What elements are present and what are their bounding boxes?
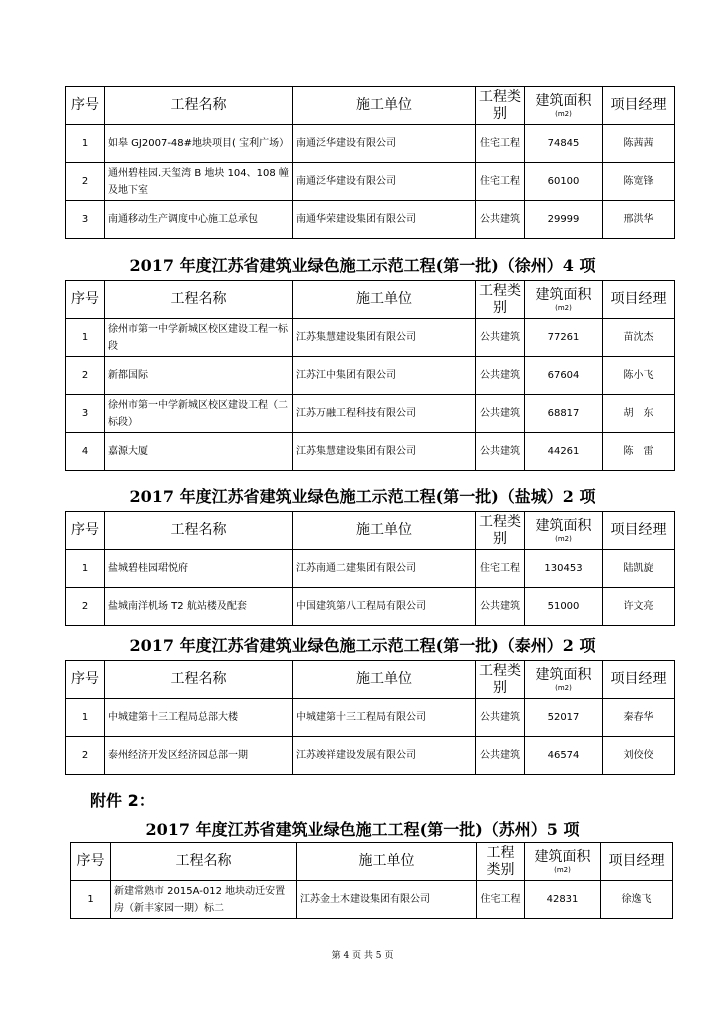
section-title-taizhou: 2017 年度江苏省建筑业绿色施工示范工程(第一批)（泰州）2 项 bbox=[129, 636, 596, 655]
cell-unit: 江苏南通二建集团有限公司 bbox=[293, 550, 476, 588]
header-row bbox=[66, 281, 675, 319]
header-unit: 施工单位 bbox=[293, 512, 476, 550]
cell-type: 公共建筑 bbox=[476, 588, 525, 626]
table-xuzhou bbox=[65, 280, 675, 471]
cell-area: 42831 bbox=[525, 881, 601, 919]
cell-name: 如皋 GJ2007-48#地块项目( 宝利广场） bbox=[105, 125, 293, 163]
cell-unit: 江苏竣祥建设发展有限公司 bbox=[293, 737, 476, 775]
table-row bbox=[66, 357, 675, 395]
header-type: 工程类别 bbox=[476, 512, 525, 550]
header-row bbox=[71, 843, 673, 881]
header-area: 建筑面积 (m2) bbox=[525, 512, 603, 550]
cell-area: 60100 bbox=[525, 163, 603, 201]
cell-name: 嘉源大厦 bbox=[105, 433, 293, 471]
header-name: 工程名称 bbox=[105, 661, 293, 699]
cell-unit: 江苏集慧建设集团有限公司 bbox=[293, 319, 476, 357]
header-name: 工程名称 bbox=[105, 87, 293, 125]
header-no: 序号 bbox=[66, 512, 105, 550]
cell-no: 1 bbox=[71, 881, 111, 919]
header-manager: 项目经理 bbox=[603, 512, 675, 550]
table-suzhou bbox=[70, 842, 673, 919]
cell-type: 住宅工程 bbox=[477, 881, 525, 919]
header-unit: 施工单位 bbox=[293, 661, 476, 699]
table-row bbox=[66, 125, 675, 163]
header-no: 序号 bbox=[71, 843, 111, 881]
table-taizhou bbox=[65, 660, 675, 775]
header-row bbox=[66, 661, 675, 699]
cell-name: 新建常熟市 2015A-012 地块动迁安置房（新丰家园一期）标二 bbox=[111, 881, 297, 919]
header-area: 建筑面积 (m2) bbox=[525, 87, 603, 125]
cell-name: 中城建第十三工程局总部大楼 bbox=[105, 699, 293, 737]
cell-manager: 秦春华 bbox=[603, 699, 675, 737]
table-row bbox=[66, 699, 675, 737]
cell-area: 29999 bbox=[525, 201, 603, 239]
cell-unit: 江苏集慧建设集团有限公司 bbox=[293, 433, 476, 471]
cell-no: 2 bbox=[66, 588, 105, 626]
cell-type: 公共建筑 bbox=[476, 201, 525, 239]
cell-no: 3 bbox=[66, 201, 105, 239]
table-yancheng bbox=[65, 511, 675, 626]
table-row bbox=[66, 588, 675, 626]
table-row bbox=[71, 881, 673, 919]
cell-no: 1 bbox=[66, 550, 105, 588]
cell-no: 2 bbox=[66, 737, 105, 775]
section-title-yancheng: 2017 年度江苏省建筑业绿色施工示范工程(第一批)（盐城）2 项 bbox=[129, 487, 596, 506]
cell-manager: 陈茜茜 bbox=[603, 125, 675, 163]
header-unit: 施工单位 bbox=[293, 281, 476, 319]
cell-unit: 江苏金土木建设集团有限公司 bbox=[297, 881, 477, 919]
header-no: 序号 bbox=[66, 87, 105, 125]
cell-type: 住宅工程 bbox=[476, 163, 525, 201]
attachment-label: 附件 2： bbox=[90, 791, 155, 810]
table-row bbox=[66, 433, 675, 471]
cell-type: 公共建筑 bbox=[476, 319, 525, 357]
cell-area: 44261 bbox=[525, 433, 603, 471]
section-title-xuzhou: 2017 年度江苏省建筑业绿色施工示范工程(第一批)（徐州）4 项 bbox=[129, 256, 596, 275]
cell-name: 泰州经济开发区经济园总部一期 bbox=[105, 737, 293, 775]
cell-area: 52017 bbox=[525, 699, 603, 737]
cell-manager: 陈小飞 bbox=[603, 357, 675, 395]
cell-area: 51000 bbox=[525, 588, 603, 626]
cell-type: 公共建筑 bbox=[476, 395, 525, 433]
header-area: 建筑面积 (m2) bbox=[525, 843, 601, 881]
cell-no: 1 bbox=[66, 125, 105, 163]
table-row bbox=[66, 319, 675, 357]
cell-no: 2 bbox=[66, 357, 105, 395]
header-name: 工程名称 bbox=[105, 512, 293, 550]
header-manager: 项目经理 bbox=[603, 281, 675, 319]
cell-no: 3 bbox=[66, 395, 105, 433]
header-type: 工程类别 bbox=[477, 843, 525, 881]
cell-unit: 江苏万融工程科技有限公司 bbox=[293, 395, 476, 433]
header-manager: 项目经理 bbox=[603, 87, 675, 125]
cell-name: 盐城南洋机场 T2 航站楼及配套 bbox=[105, 588, 293, 626]
cell-area: 46574 bbox=[525, 737, 603, 775]
cell-manager: 刘佼佼 bbox=[603, 737, 675, 775]
cell-manager: 胡 东 bbox=[603, 395, 675, 433]
header-unit: 施工单位 bbox=[293, 87, 476, 125]
cell-manager: 陈 雷 bbox=[603, 433, 675, 471]
cell-type: 公共建筑 bbox=[476, 357, 525, 395]
cell-manager: 陈宽锋 bbox=[603, 163, 675, 201]
cell-area: 77261 bbox=[525, 319, 603, 357]
header-manager: 项目经理 bbox=[603, 661, 675, 699]
cell-name: 通州碧桂园.天玺湾 B 地块 104、108 幢及地下室 bbox=[105, 163, 293, 201]
cell-unit: 江苏江中集团有限公司 bbox=[293, 357, 476, 395]
cell-area: 74845 bbox=[525, 125, 603, 163]
cell-manager: 陆凯旋 bbox=[603, 550, 675, 588]
header-row bbox=[66, 512, 675, 550]
header-no: 序号 bbox=[66, 281, 105, 319]
header-no: 序号 bbox=[66, 661, 105, 699]
table-row bbox=[66, 737, 675, 775]
page-footer: 第 4 页 共 5 页 bbox=[331, 951, 394, 961]
cell-name: 盐城碧桂园珺悦府 bbox=[105, 550, 293, 588]
cell-no: 1 bbox=[66, 699, 105, 737]
cell-type: 住宅工程 bbox=[476, 125, 525, 163]
cell-manager: 苗沈杰 bbox=[603, 319, 675, 357]
header-name: 工程名称 bbox=[105, 281, 293, 319]
header-manager: 项目经理 bbox=[601, 843, 673, 881]
cell-name: 徐州市第一中学新城区校区建设工程（二标段） bbox=[105, 395, 293, 433]
cell-no: 1 bbox=[66, 319, 105, 357]
header-area: 建筑面积 (m2) bbox=[525, 661, 603, 699]
header-type: 工程类别 bbox=[476, 661, 525, 699]
cell-name: 徐州市第一中学新城区校区建设工程一标段 bbox=[105, 319, 293, 357]
header-unit: 施工单位 bbox=[297, 843, 477, 881]
table-nantong bbox=[65, 86, 675, 239]
cell-manager: 邢洪华 bbox=[603, 201, 675, 239]
cell-name: 南通移动生产调度中心施工总承包 bbox=[105, 201, 293, 239]
cell-area: 68817 bbox=[525, 395, 603, 433]
header-area: 建筑面积 (m2) bbox=[525, 281, 603, 319]
cell-unit: 南通华荣建设集团有限公司 bbox=[293, 201, 476, 239]
table-row bbox=[66, 163, 675, 201]
cell-unit: 南通泛华建设有限公司 bbox=[293, 125, 476, 163]
table-row bbox=[66, 395, 675, 433]
cell-no: 4 bbox=[66, 433, 105, 471]
cell-unit: 南通泛华建设有限公司 bbox=[293, 163, 476, 201]
cell-type: 公共建筑 bbox=[476, 699, 525, 737]
cell-name: 新都国际 bbox=[105, 357, 293, 395]
table-row bbox=[66, 201, 675, 239]
header-type: 工程类别 bbox=[476, 281, 525, 319]
table-row bbox=[66, 550, 675, 588]
cell-manager: 许文亮 bbox=[603, 588, 675, 626]
cell-no: 2 bbox=[66, 163, 105, 201]
cell-type: 住宅工程 bbox=[476, 550, 525, 588]
cell-unit: 中城建第十三工程局有限公司 bbox=[293, 699, 476, 737]
cell-type: 公共建筑 bbox=[476, 433, 525, 471]
cell-unit: 中国建筑第八工程局有限公司 bbox=[293, 588, 476, 626]
cell-area: 67604 bbox=[525, 357, 603, 395]
header-type: 工程类别 bbox=[476, 87, 525, 125]
cell-type: 公共建筑 bbox=[476, 737, 525, 775]
section-title-suzhou: 2017 年度江苏省建筑业绿色施工工程(第一批)（苏州）5 项 bbox=[145, 820, 580, 839]
header-row bbox=[66, 87, 675, 125]
cell-manager: 徐逸飞 bbox=[601, 881, 673, 919]
header-name: 工程名称 bbox=[111, 843, 297, 881]
cell-area: 130453 bbox=[525, 550, 603, 588]
